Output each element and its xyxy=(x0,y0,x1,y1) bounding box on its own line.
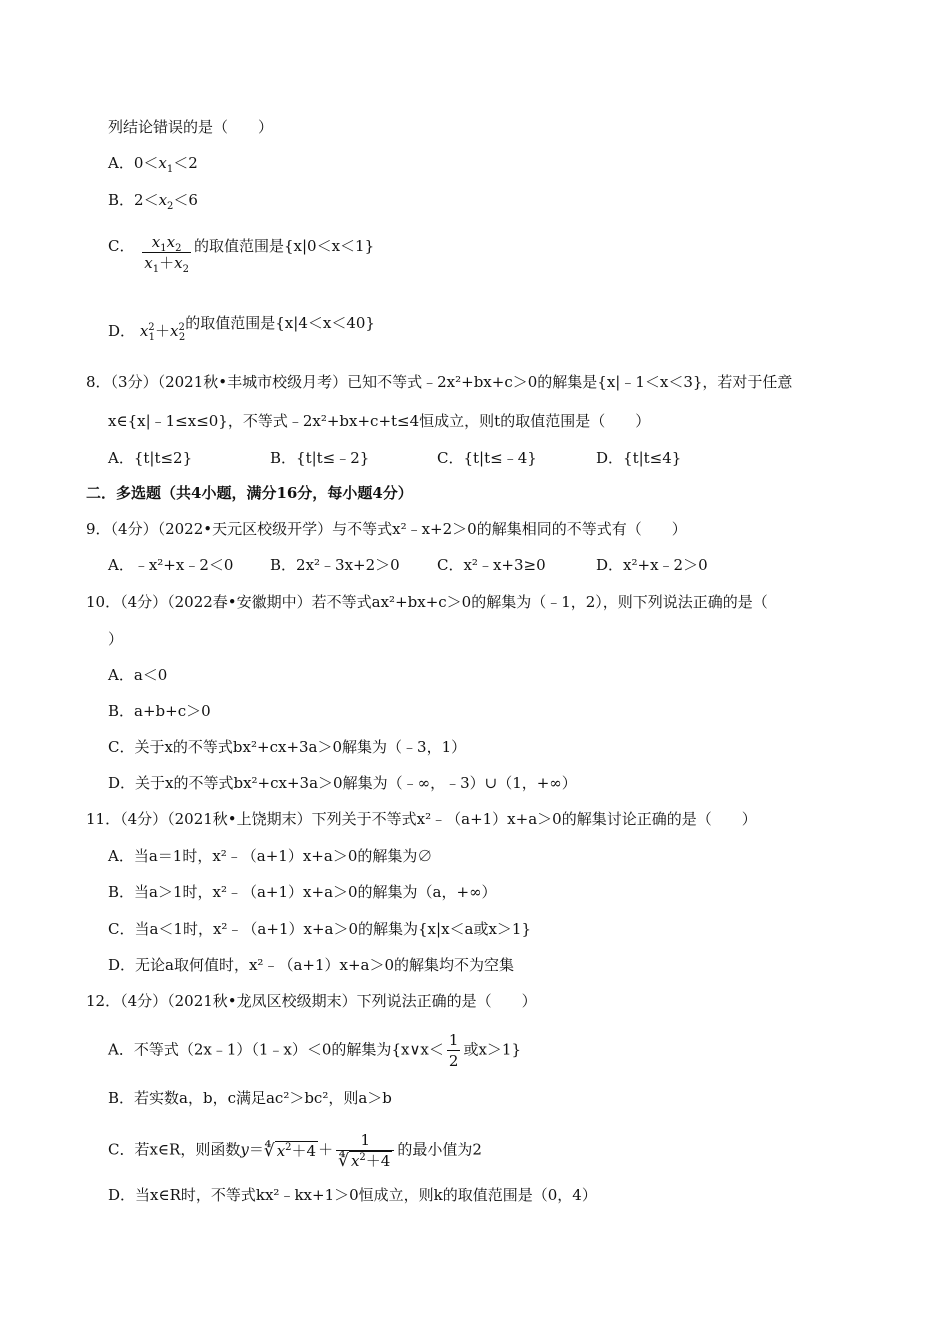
q8-option-b: B．{t|t≤﹣2} xyxy=(270,449,370,467)
q10-stem-line2: ） xyxy=(108,630,124,648)
q11-option-a: A．当a＝1时，x²﹣（a+1）x+a＞0的解集为∅ xyxy=(108,847,433,865)
q10-option-c: C．关于x的不等式bx²+cx+3a＞0解集为（﹣3，1） xyxy=(108,738,467,756)
q10-option-d: D．关于x的不等式bx²+cx+3a＞0解集为（﹣∞，﹣3）∪（1，+∞） xyxy=(108,774,577,792)
q8-option-d: D．{t|t≤4} xyxy=(596,449,682,467)
q8-option-a: A．{t|t≤2} xyxy=(108,449,193,467)
q12-option-d: D．当x∈R时，不等式kx²﹣kx+1＞0恒成立，则k的取值范围是（0，4） xyxy=(108,1186,597,1204)
q9-option-a: A．﹣x²+x﹣2＜0 xyxy=(108,556,234,574)
q12-stem: 12．（4分）（2021秋•龙凤区校级期末）下列说法正确的是（ ） xyxy=(86,992,537,1010)
q7-option-d: D． $x^2_1+x^2_2$的取值范围是{x|4＜x＜40} xyxy=(108,314,375,343)
q9-option-d: D．x²+x﹣2＞0 xyxy=(596,556,708,574)
q8-stem-line2: x∈{x|﹣1≤x≤0}，不等式﹣2x²+bx+c+t≤4恒成立，则t的取值范围是（ ） xyxy=(108,412,651,430)
q10-option-a: A．a＜0 xyxy=(108,666,168,684)
q7-option-c: C． $\frac{x_1x_2}{x_1+x_2}$ 的取值范围是{x|0＜x＜1} xyxy=(108,233,375,275)
q12-option-c: C．若x∈R，则函数y＝∜ $x^2+4$ ＋ $\frac{1}{∜ x^2+4}$ 的最小值为2 xyxy=(108,1131,482,1171)
q7-stem-tail: 列结论错误的是（ ） xyxy=(108,118,274,136)
q9-stem: 9．（4分）（2022•天元区校级开学）与不等式x²﹣x+2＞0的解集相同的不等式有（ ） xyxy=(86,520,687,538)
q9-option-c: C．x²﹣x+3≥0 xyxy=(437,556,546,574)
q11-stem: 11．（4分）（2021秋•上饶期末）下列关于不等式x²﹣（a+1）x+a＞0的解集讨论正确的是（ ） xyxy=(86,810,757,828)
q7-d-expression: $x^2_1+x^2_2$ xyxy=(139,322,186,343)
q10-stem-line1: 10．（4分）（2022春•安徽期中）若不等式ax²+bx+c＞0的解集为（﹣1，2），则下列说法正确的是（ xyxy=(86,593,768,611)
q7-option-b: B．$2<x_2<6$ xyxy=(108,191,198,212)
q7-option-a: A．$0<x_1<2$ xyxy=(108,154,198,175)
q12-a-fraction: $\frac{1}{2}$ xyxy=(448,1031,459,1070)
q11-option-d: D．无论a取何值时，x²﹣（a+1）x+a＞0的解集均不为空集 xyxy=(108,956,515,974)
q12-option-a: A．不等式（2x﹣1）（1﹣x）＜0的解集为{x∨x＜ $\frac{1}{2}$ 或x＞1} xyxy=(108,1031,521,1070)
q12-c-fraction: $\frac{1}{∜ x^2+4}$ xyxy=(336,1130,394,1171)
q9-option-b: B．2x²﹣3x+2＞0 xyxy=(270,556,400,574)
q11-option-b: B．当a＞1时，x²﹣（a+1）x+a＞0的解集为（a，+∞） xyxy=(108,883,497,901)
q11-option-c: C．当a＜1时，x²﹣（a+1）x+a＞0的解集为{x|x＜a或x＞1} xyxy=(108,920,532,938)
q12-option-b: B．若实数a，b，c满足ac²＞bc²，则a＞b xyxy=(108,1089,392,1107)
q8-option-c: C．{t|t≤﹣4} xyxy=(437,449,537,467)
q8-stem-line1: 8．（3分）（2021秋•丰城市校级月考）已知不等式﹣2x²+bx+c＞0的解集是{x|﹣1＜x＜3}，若对于任意 xyxy=(86,373,793,391)
section-2-heading: 二．多选题（共4小题，满分16分，每小题4分） xyxy=(86,484,413,502)
radical-expression: ∜ $x^2+4$ xyxy=(263,1140,317,1161)
q7-c-fraction: $\frac{x_1x_2}{x_1+x_2}$ xyxy=(144,233,189,275)
q10-option-b: B．a+b+c＞0 xyxy=(108,702,211,720)
